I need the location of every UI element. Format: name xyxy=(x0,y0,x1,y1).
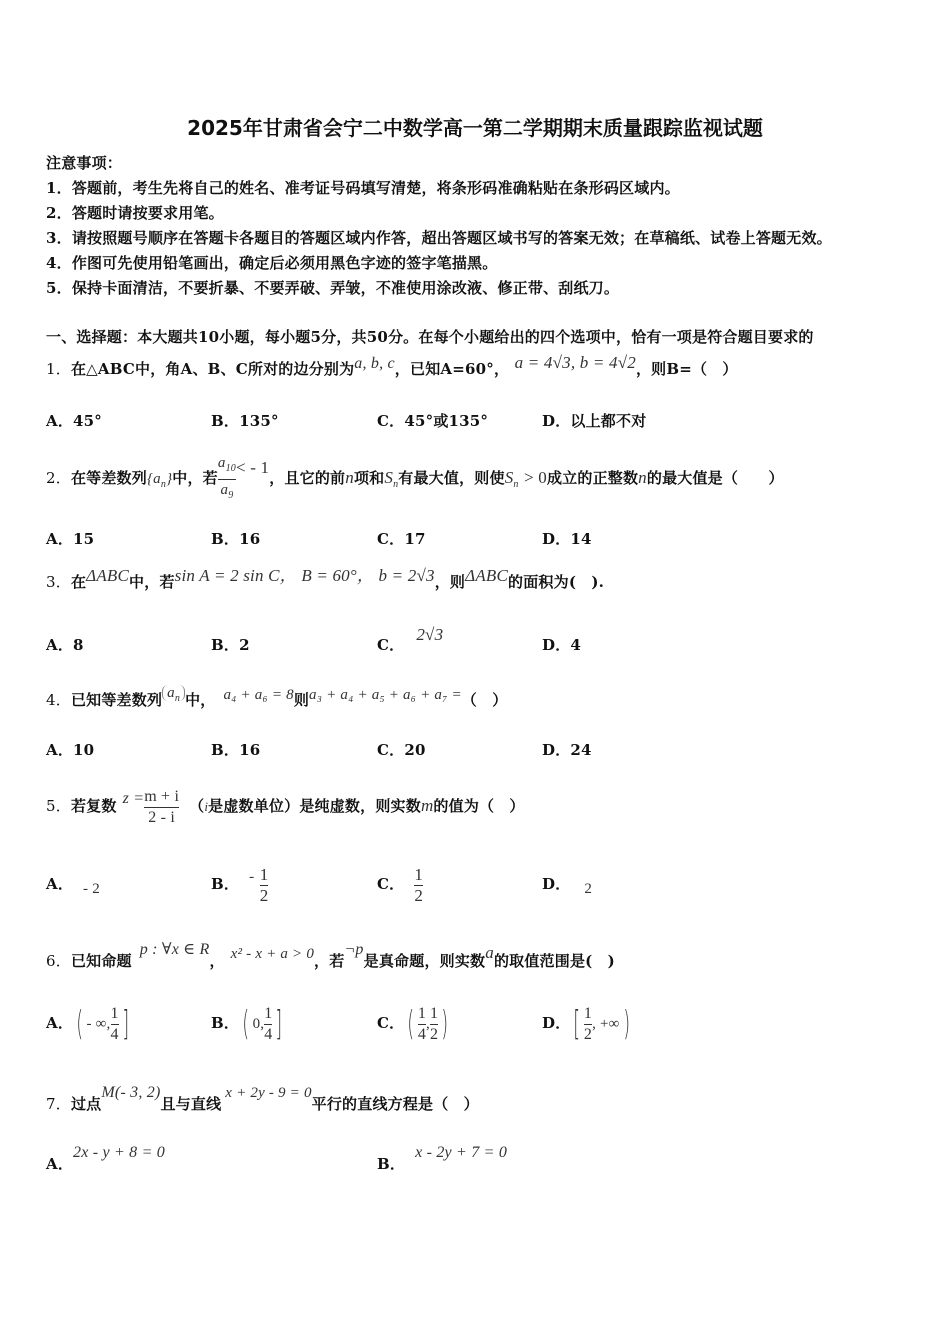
q5-option-d: D． 2 xyxy=(542,875,593,897)
fraction: $\frac{a_{10}}{a_9}$ xyxy=(217,454,236,501)
q6-option-c: C．( $\frac{1}{4}$ , $\frac{1}{2}$ ) xyxy=(377,1004,449,1044)
question-number: 5． xyxy=(46,797,71,815)
q1-option-a: A．45° xyxy=(46,412,103,430)
question-1: 1．在△ABC中，角A、B、C所对的边分别为a, b, c，已知A=60°， a = 4√3, b = 4√2，则B=（ ） xyxy=(46,353,738,378)
section-heading: 一、选择题：本大题共10小题，每小题5分，共50分。在每个小题给出的四个选项中，恰有一项是符合题目要求的 xyxy=(46,328,814,346)
q3-option-c: C．2√3 xyxy=(377,625,444,654)
notice-item-3: 3．请按照题号顺序在答题卡各题目的答题区域内作答，超出答题区域书写的答案无效；在草稿纸、试卷上答题无效。 xyxy=(46,229,832,247)
question-number: 6． xyxy=(46,952,71,970)
notice-item-2: 2．答题时请按要求用笔。 xyxy=(46,204,224,222)
q7-option-b: B．x - 2y + 7 = 0 xyxy=(377,1144,508,1173)
question-number: 1． xyxy=(46,360,71,378)
q2-option-a: A．15 xyxy=(46,530,95,548)
q4-option-c: C．20 xyxy=(377,741,426,759)
notice-heading: 注意事项： xyxy=(46,154,123,172)
q1-option-c: C．45°或135° xyxy=(377,412,489,430)
q1-option-b: B．135° xyxy=(211,412,279,430)
q4-option-d: D．24 xyxy=(542,741,592,759)
math: a = 4√3, b = 4√2 xyxy=(514,353,636,372)
q2-option-d: D．14 xyxy=(542,530,592,548)
q5-option-c: C． $\frac{1}{2}$ xyxy=(377,864,424,905)
question-4: 4．已知等差数列 $a_n$ 中， a₄ + a₆ = 8则a₃ + a₄ + a₅ + a₆ + a₇ =（ ） xyxy=(46,685,508,709)
q6-option-b: B．( 0, $\frac{1}{4}$ ] xyxy=(211,1004,283,1044)
notice-item-4: 4．作图可先使用铅笔画出，确定后必须用黑色字迹的签字笔描黑。 xyxy=(46,254,498,272)
q6-option-d: D．[ $\frac{1}{2}$ , +∞) xyxy=(542,1004,630,1044)
question-number: 3． xyxy=(46,573,71,591)
page-title: 2025年甘肃省会宁二中数学高一第二学期期末质量跟踪监视试题 xyxy=(187,116,763,140)
q3-option-a: A．8 xyxy=(46,636,84,654)
question-number: 4． xyxy=(46,691,71,709)
notice-item-1: 1．答题前，考生先将自己的姓名、准考证号码填写清楚，将条形码准确粘贴在条形码区域内。 xyxy=(46,179,680,197)
q5-option-a: A． - 2 xyxy=(46,875,100,897)
q4-option-b: B．16 xyxy=(211,741,261,759)
math: a, b, c xyxy=(354,355,395,372)
q5-option-b: B． - $\frac{1}{2}$ xyxy=(211,864,269,905)
question-3: 3．在ΔABC中，若sin A = 2 sin C， B = 60°， b = 2√3，则ΔABC的面积为( ). xyxy=(46,566,605,591)
question-5: 5．若复数 z = $\frac{m + i}{2 - i}$ （i是虚数单位）是纯虚数，则实数m的值为（ ） xyxy=(46,787,525,826)
q2-option-b: B．16 xyxy=(211,530,261,548)
question-number: 2． xyxy=(46,469,71,487)
q2-option-c: C．17 xyxy=(377,530,426,548)
fraction: $\frac{m + i}{2 - i}$ xyxy=(144,787,180,826)
q4-option-a: A．10 xyxy=(46,741,95,759)
q3-option-d: D．4 xyxy=(542,636,582,654)
q7-option-a: A．2x - y + 8 = 0 xyxy=(46,1144,165,1173)
question-7: 7．过点M(- 3, 2)且与直线x + 2y - 9 = 0平行的直线方程是（ ） xyxy=(46,1084,479,1113)
q6-option-a: A．( - ∞, $\frac{1}{4}$ ] xyxy=(46,1004,129,1044)
notice-item-5: 5．保持卡面清洁，不要折暴、不要弄破、弄皱，不准使用涂改液、修正带、刮纸刀。 xyxy=(46,279,620,297)
q1-option-d: D．以上都不对 xyxy=(542,412,647,430)
question-6: 6．已知命题p : ∀x ∈ R， x² - x + a > 0，若¬p是真命题，则实数a的取值范围是( ) xyxy=(46,941,615,970)
question-2: 2．在等差数列$\{a_n\}$中，若 $\frac{a_{10}}{a_9}$ < - 1，且它的前n项和$S_n$有最大值，则使$S_n > 0$成立的正整数n的最大值是（ ） xyxy=(46,450,784,513)
math: $\{a_n\}$ xyxy=(146,471,173,490)
question-number: 7． xyxy=(46,1095,71,1113)
q3-option-b: B．2 xyxy=(211,636,250,654)
